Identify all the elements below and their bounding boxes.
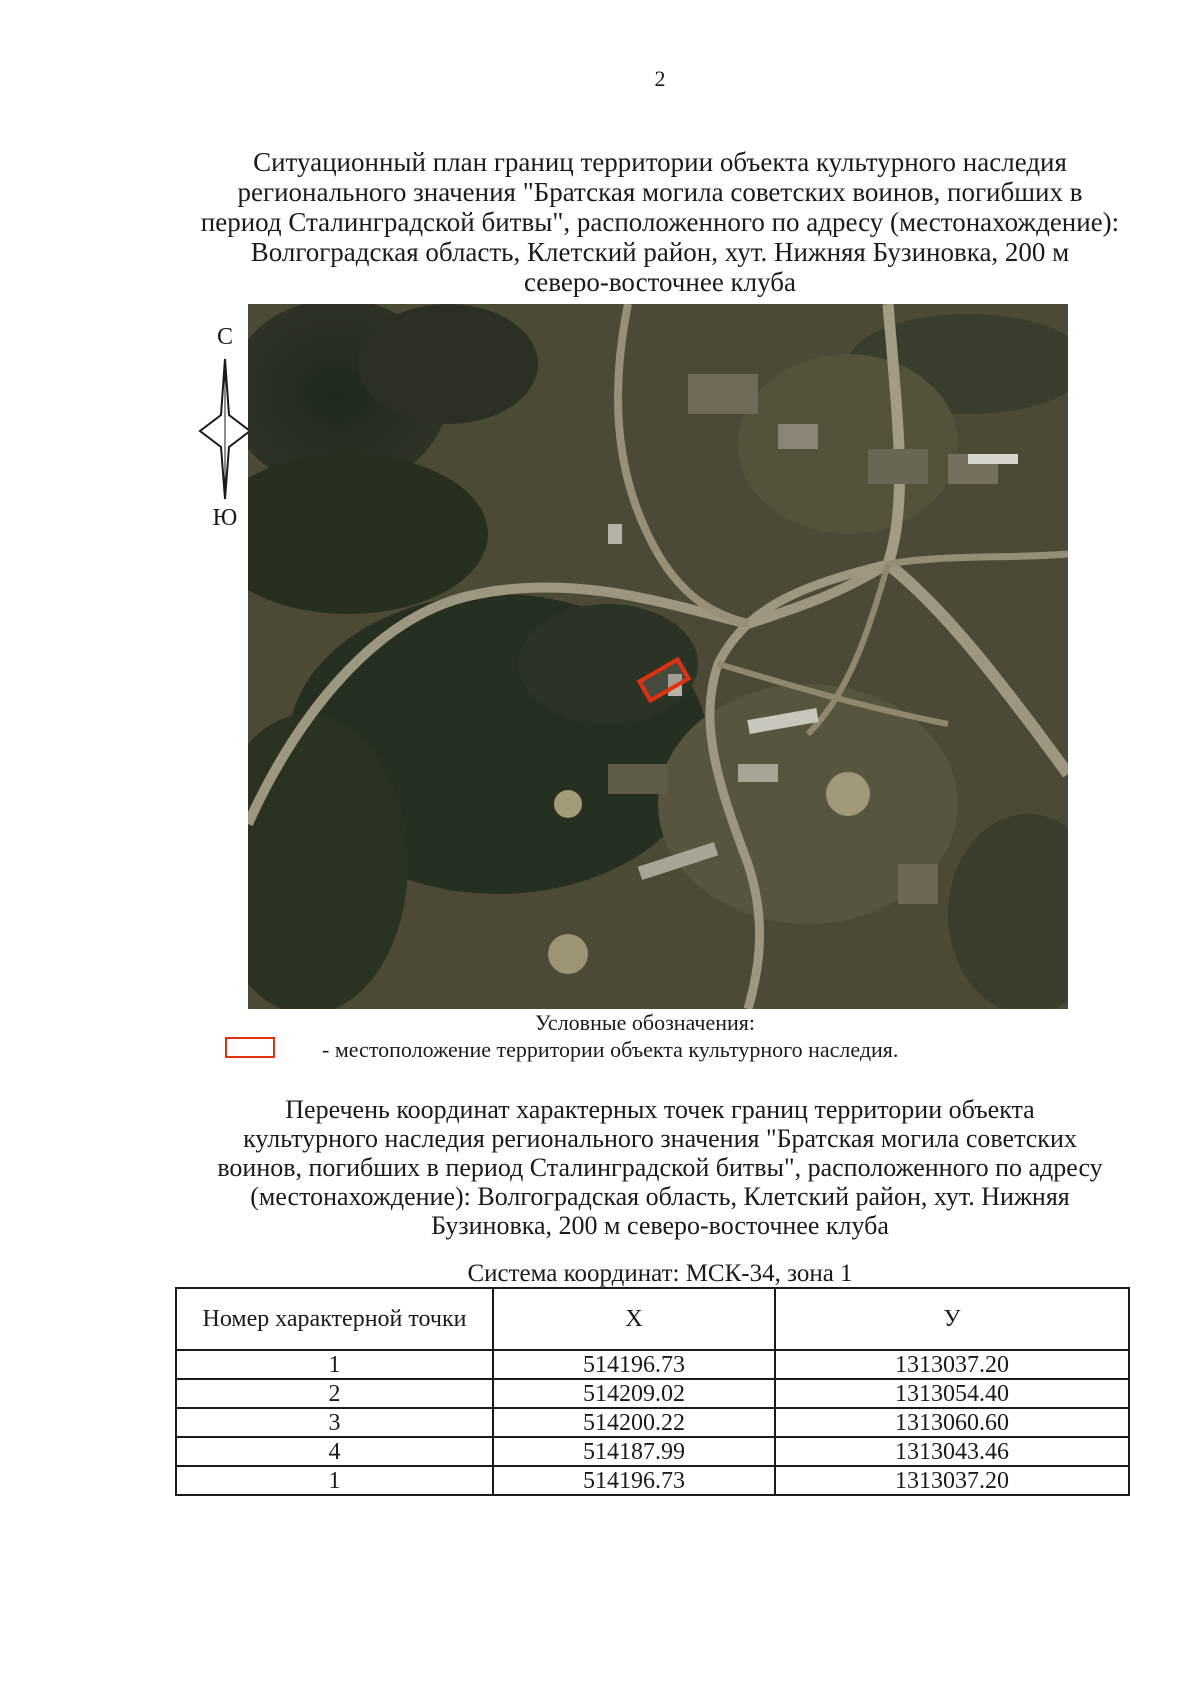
header-point-number: Номер характерной точки <box>176 1288 493 1350</box>
list-title-line: культурного наследия регионального значения "Братская могила советских <box>243 1124 1077 1153</box>
point-number-cell: 4 <box>176 1437 493 1466</box>
header-x: X <box>493 1288 775 1350</box>
document-title <box>150 147 1170 297</box>
north-label: С <box>216 324 233 350</box>
list-title-line: Перечень координат характерных точек границ территории объекта <box>285 1095 1035 1124</box>
point-number-cell: 2 <box>176 1379 493 1408</box>
title-line: Ситуационный план границ территории объекта культурного наследия <box>253 147 1067 177</box>
y-cell: 1313054.40 <box>775 1379 1129 1408</box>
list-title-line: (местонахождение): Волгоградская область, Клетский район, хут. Нижняя <box>250 1182 1070 1211</box>
x-cell: 514196.73 <box>493 1466 775 1495</box>
x-cell: 514209.02 <box>493 1379 775 1408</box>
title-line: северо-восточнее клуба <box>523 267 797 297</box>
satellite-map <box>248 304 1068 1009</box>
title-line: Волгоградская область, Клетский район, хут. Нижняя Бузиновка, 200 м <box>250 237 1070 267</box>
x-cell: 514200.22 <box>493 1408 775 1437</box>
header-y: У <box>775 1288 1129 1350</box>
y-cell: 1313037.20 <box>775 1466 1129 1495</box>
y-cell: 1313043.46 <box>775 1437 1129 1466</box>
page-number: 2 <box>654 66 666 91</box>
y-cell: 1313037.20 <box>775 1350 1129 1379</box>
x-cell: 514196.73 <box>493 1350 775 1379</box>
south-label: Ю <box>212 505 238 531</box>
title-line: регионального значения "Братская могила советских воинов, погибших в <box>237 177 1083 207</box>
list-title-line: Бузиновка, 200 м северо-восточнее клуба <box>431 1211 889 1240</box>
table-header-row <box>176 1288 1129 1350</box>
title-line: период Сталинградской битвы", расположенного по адресу (местонахождение): <box>200 207 1120 237</box>
table-row <box>176 1379 1129 1408</box>
table-row <box>176 1408 1129 1437</box>
coordinate-system-label: Система координат: МСК-34, зона 1 <box>467 1260 853 1287</box>
table-row <box>176 1350 1129 1379</box>
table-row <box>176 1437 1129 1466</box>
point-number-cell: 1 <box>176 1350 493 1379</box>
aerial-photo-image <box>248 304 1068 1009</box>
y-cell: 1313060.60 <box>775 1408 1129 1437</box>
list-title-line: воинов, погибших в период Сталинградской битвы", расположенного по адресу <box>217 1153 1103 1182</box>
point-number-cell: 1 <box>176 1466 493 1495</box>
x-cell: 514187.99 <box>493 1437 775 1466</box>
coordinates-table <box>175 1287 1130 1496</box>
table-row <box>176 1466 1129 1495</box>
legend-item-text: - местоположение территории объекта культурного наследия. <box>322 1037 899 1062</box>
legend-title: Условные обозначения: <box>535 1010 756 1035</box>
point-number-cell: 3 <box>176 1408 493 1437</box>
legend-marker-swatch <box>225 1037 275 1058</box>
coordinates-list-title <box>150 1095 1170 1240</box>
